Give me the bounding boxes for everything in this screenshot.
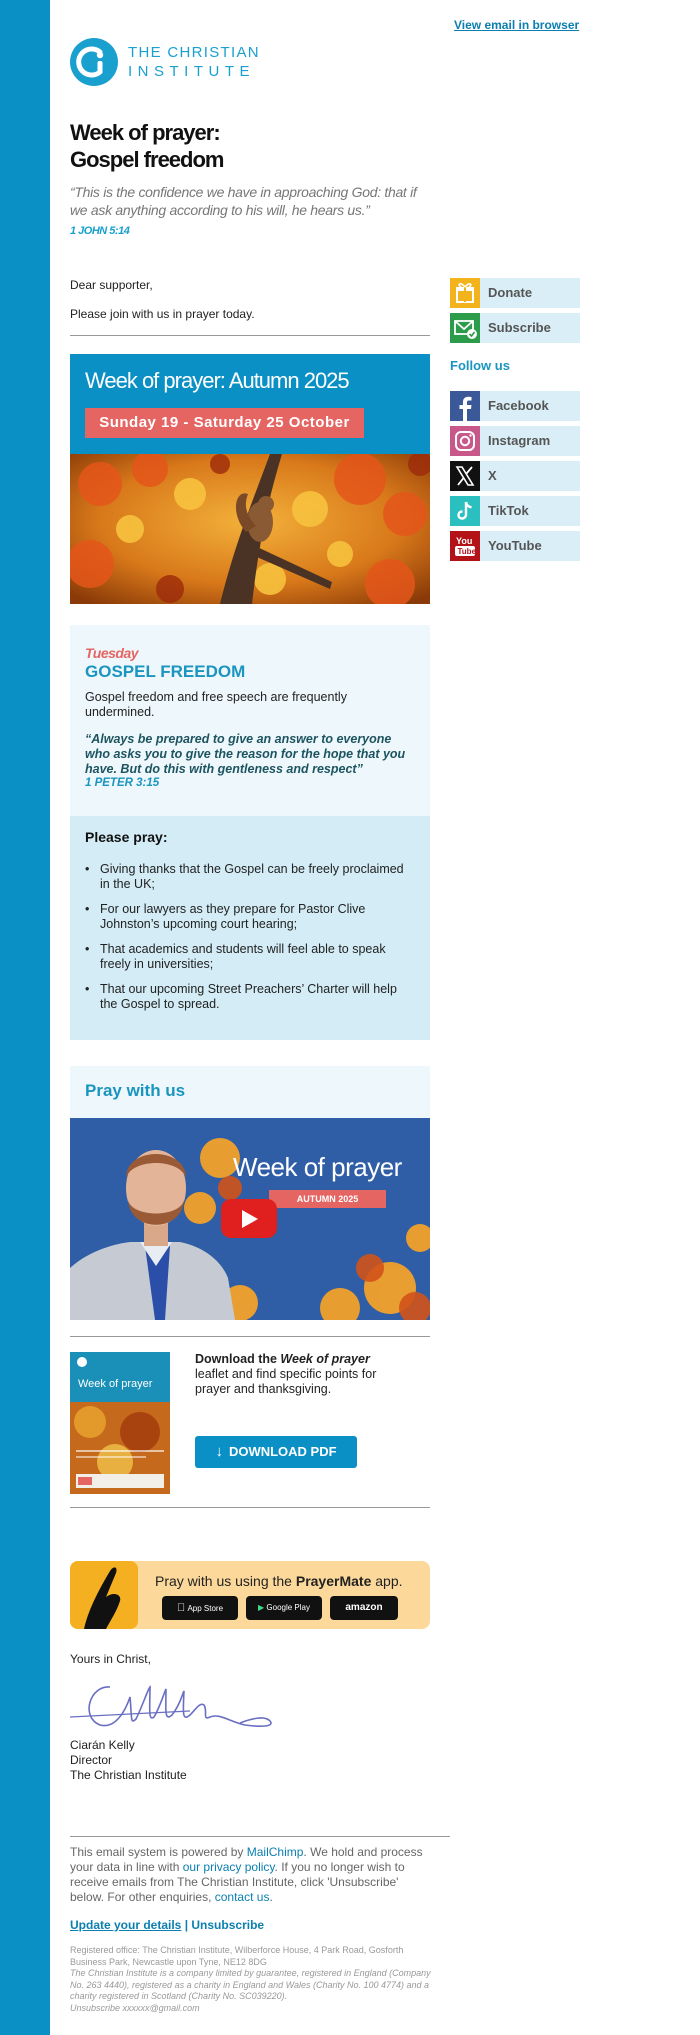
- signer-role: Director: [70, 1753, 113, 1767]
- facebook-label: Facebook: [488, 398, 549, 413]
- footer-text-part: . If you no longer wish to receive emails from The Christian Institute, click 'Unsubscribe' below. For other enquiries,: [70, 1860, 405, 1904]
- autumn-squirrel-photo: [70, 454, 430, 604]
- divider: [70, 1507, 430, 1508]
- prayermate-text-pre: Pray with us using the: [155, 1573, 296, 1589]
- amazon-badge[interactable]: [330, 1596, 398, 1620]
- instagram-link[interactable]: [450, 426, 580, 456]
- title-line2: Gospel freedom: [70, 147, 224, 172]
- download-description: [195, 1352, 385, 1397]
- prayer-topic-heading: GOSPEL FREEDOM: [85, 662, 246, 681]
- instagram-label: Instagram: [488, 433, 551, 448]
- unsubscribe-link[interactable]: Unsubscribe: [191, 1918, 265, 1932]
- video-title: Week of prayer: [233, 1152, 402, 1182]
- app-store-badge[interactable]: [162, 1596, 238, 1620]
- download-pdf-button[interactable]: [195, 1436, 357, 1468]
- signer-org: The Christian Institute: [70, 1768, 187, 1782]
- please-pray-section: [70, 816, 430, 1040]
- scripture-reference: 1 PETER 3:15: [85, 777, 160, 789]
- tiktok-icon: [450, 496, 480, 526]
- follow-us-heading: Follow us: [450, 358, 510, 373]
- footer-divider: [70, 1836, 450, 1837]
- banner-title: Week of prayer: Autumn 2025: [85, 368, 349, 393]
- banner-dates: Sunday 19 - Saturday 25 October: [85, 408, 364, 438]
- privacy-policy-link[interactable]: our privacy policy: [182, 1860, 275, 1874]
- page-title: [70, 119, 223, 173]
- tiktok-link[interactable]: [450, 496, 580, 526]
- intro-text: Please join with us in prayer today.: [70, 307, 255, 321]
- subscribe-button[interactable]: [450, 313, 580, 343]
- footer-notice: [70, 1845, 430, 1905]
- contact-us-link[interactable]: contact us: [214, 1890, 270, 1904]
- donate-label: Donate: [488, 285, 533, 300]
- list-item: • Giving thanks that the Gospel can be freely proclaimed in the UK;: [85, 862, 405, 892]
- list-item: • For our lawyers as they prepare for Pastor Clive Johnston’s upcoming court hearing;: [85, 902, 405, 932]
- download-text-post: leaflet and find specific points for prayer and thanksgiving.: [195, 1367, 377, 1396]
- tiktok-label: TikTok: [488, 503, 529, 518]
- logo-text-line2: INSTITUTE: [128, 63, 255, 80]
- subscribe-label: Subscribe: [488, 320, 551, 335]
- youtube-label: YouTube: [488, 538, 542, 553]
- legal-text: The Christian Institute is a company limited by guarantee, registered in England (Company No. 263 4440), registered as a charity in England and Wales (Charity No. 100 4774) and a charity registered in Scotland (Charity No. SC039220).: [70, 1968, 431, 2001]
- video-badge: AUTUMN 2025: [269, 1190, 386, 1208]
- divider: [70, 1336, 430, 1337]
- signer-block: [70, 1738, 187, 1783]
- instagram-icon: [450, 426, 480, 456]
- x-link[interactable]: [450, 461, 580, 491]
- handwritten-signature: [70, 1667, 280, 1735]
- week-of-prayer-banner[interactable]: [70, 354, 430, 604]
- leaflet-cover-title: Week of prayer: [78, 1378, 153, 1390]
- pray-with-us-header: [70, 1066, 430, 1118]
- download-pdf-label: DOWNLOAD PDF: [228, 1444, 337, 1459]
- youtube-link[interactable]: [450, 531, 580, 561]
- footer-text-part: This email system is powered by: [70, 1845, 247, 1859]
- christian-institute-logo[interactable]: [70, 36, 270, 88]
- logo-mark-icon: [70, 38, 118, 86]
- header-verse-reference: 1 JOHN 5:14: [70, 225, 130, 237]
- view-in-browser-link[interactable]: View email in browser: [454, 18, 580, 32]
- prayermate-text-post: app.: [371, 1573, 403, 1589]
- greeting: Dear supporter,: [70, 278, 153, 292]
- logo-text-line1: THE CHRISTIAN: [128, 44, 260, 61]
- apple-icon: [177, 1602, 185, 1614]
- footer-link-separator: |: [181, 1918, 192, 1932]
- title-line1: Week of prayer:: [70, 120, 220, 145]
- facebook-icon: [450, 391, 480, 421]
- email-body: [50, 0, 700, 2035]
- list-item: • That academics and students will feel able to speak freely in universities;: [85, 942, 405, 972]
- please-pray-heading: Please pray:: [85, 829, 168, 845]
- youtube-play-icon[interactable]: [221, 1199, 277, 1238]
- prayermate-banner[interactable]: [70, 1561, 430, 1629]
- arrow-down-icon: ↓: [215, 1443, 223, 1460]
- footer-links: [70, 1918, 264, 1932]
- envelope-icon: [450, 313, 480, 343]
- pray-with-us-title: Pray with us: [85, 1081, 186, 1100]
- header-verse: “This is the confidence we have in approaching God: that if we ask anything according to his will, he hears us.”: [70, 184, 417, 218]
- legal-footer: [70, 1945, 440, 2014]
- daily-prayer-card: [70, 625, 430, 816]
- x-icon: [450, 461, 480, 491]
- x-label: X: [488, 468, 497, 483]
- youtube-icon: [450, 531, 480, 561]
- google-play-label: Google Play: [266, 1603, 310, 1612]
- left-brand-stripe: [0, 0, 50, 2035]
- prayer-points-list: [85, 862, 405, 1022]
- facebook-link[interactable]: [450, 391, 580, 421]
- svg-text:Tube: Tube: [457, 547, 477, 556]
- footer-text-part: .: [269, 1890, 273, 1904]
- prayer-topic-text: Gospel freedom and free speech are frequently undermined.: [85, 690, 347, 719]
- app-store-label: App Store: [182, 1604, 218, 1613]
- registered-office: Registered office: The Christian Institute, Wilberforce House, 4 Park Road, Gosforth Business Park, Newcastle upon Tyne, NE12 8DG: [70, 1945, 404, 1967]
- scripture-quote: “Always be prepared to give an answer to everyone who asks you to give the reason for the hope that you have. But do this with gentleness and respect”: [85, 732, 406, 776]
- download-text-pre: Download the: [195, 1352, 281, 1366]
- prayermate-text: [155, 1573, 403, 1589]
- prayermate-name: PrayerMate: [295, 1573, 372, 1589]
- play-store-icon: ▶: [258, 1603, 265, 1612]
- footer-text-part: . We hold and process your data in line with: [70, 1845, 423, 1874]
- prayer-video-thumbnail[interactable]: [70, 1118, 430, 1320]
- list-item: • That our upcoming Street Preachers’ Charter will help the Gospel to spread.: [85, 982, 405, 1012]
- gift-icon: [450, 278, 480, 308]
- amazon-label: amazon: [345, 1602, 383, 1613]
- mailchimp-link[interactable]: MailChimp: [246, 1845, 304, 1859]
- closing-text: Yours in Christ,: [70, 1652, 151, 1666]
- signer-name: Ciarán Kelly: [70, 1738, 135, 1752]
- praying-hands-icon: [70, 1561, 138, 1629]
- divider: [70, 335, 430, 336]
- leaflet-cover-image[interactable]: [70, 1352, 170, 1494]
- update-details-link[interactable]: Update your details: [70, 1918, 182, 1932]
- prayer-day: Tuesday: [85, 645, 139, 661]
- donate-button[interactable]: [450, 278, 580, 308]
- svg-text:You: You: [456, 536, 473, 546]
- unsubscribe-email: Unsubscribe xxxxxx@gmail.com: [70, 2002, 200, 2013]
- download-text-em: Week of prayer: [280, 1352, 370, 1366]
- google-play-badge[interactable]: [246, 1596, 322, 1620]
